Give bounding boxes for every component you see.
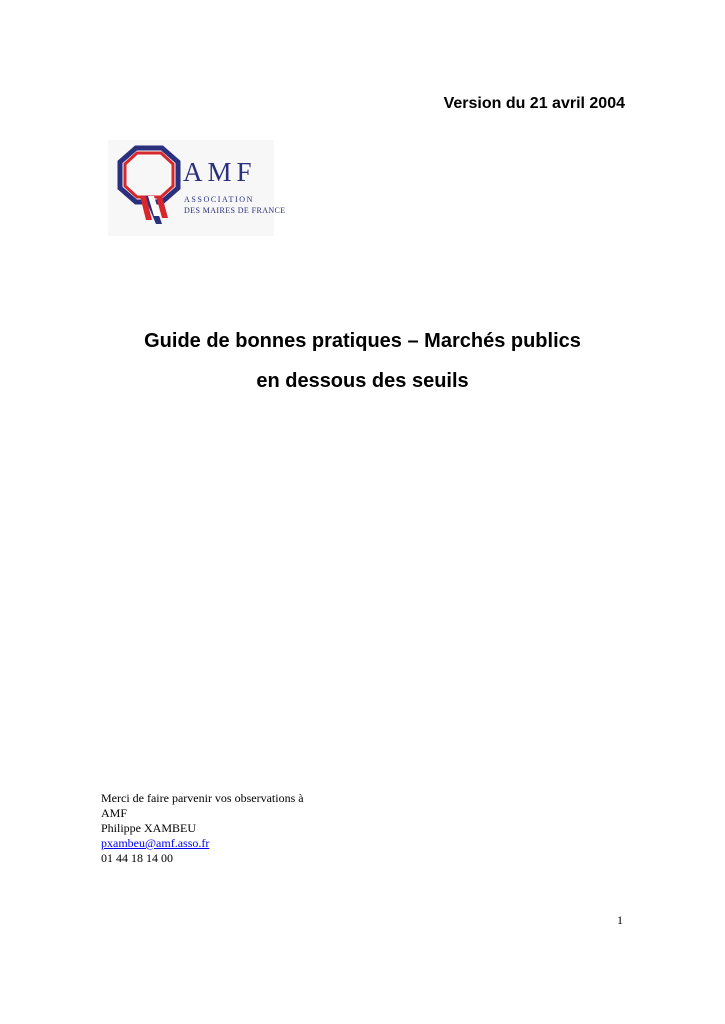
contact-organization: AMF [101,806,128,820]
page-number: 1 [617,913,623,927]
contact-phone: 01 44 18 14 00 [101,851,173,865]
document-title-line1: Guide de bonnes pratiques – Marchés publics [144,330,581,352]
amf-emblem-icon [116,144,184,230]
version-date: Version du 21 avril 2004 [443,95,625,112]
contact-email-link[interactable]: pxambeu@amf.asso.fr [101,836,210,850]
contact-person: Philippe XAMBEU [101,821,197,835]
amf-logo [108,140,286,236]
logo-subtitle-line2: DES MAIRES DE FRANCE [184,206,286,215]
contact-intro: Merci de faire parvenir vos observations à [101,791,304,805]
logo-name: AMF [183,157,257,187]
document-title-line2: en dessous des seuils [256,370,469,392]
contact-block [101,791,304,866]
logo-subtitle-line1: ASSOCIATION [184,195,255,204]
